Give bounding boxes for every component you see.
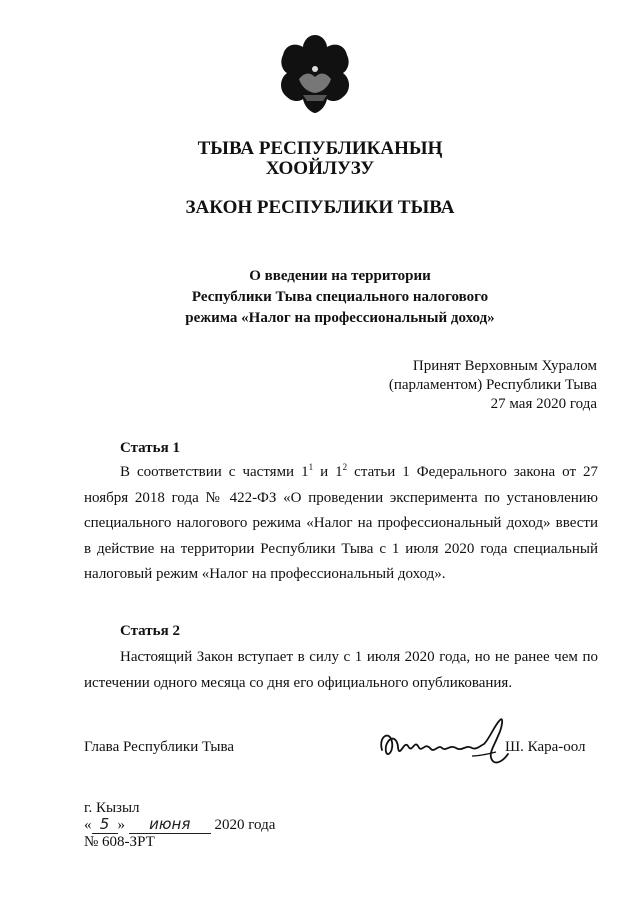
article1-text bbox=[84, 460, 598, 588]
law-subject-line1: О введении на территории bbox=[249, 268, 431, 284]
date-year: 2020 года bbox=[214, 817, 276, 833]
law-subject-line3: режима «Налог на профессиональный доход» bbox=[185, 310, 495, 326]
date-quote-close: » bbox=[117, 817, 125, 833]
article2-text bbox=[84, 645, 598, 696]
tuva-coat-of-arms-icon bbox=[277, 33, 353, 115]
article2-heading: Статья 2 bbox=[120, 623, 180, 639]
article1-text-b: и 1 bbox=[313, 464, 343, 480]
signatory-name: Ш. Кара-оол bbox=[505, 739, 586, 755]
date-month-handwritten: июня bbox=[129, 815, 211, 834]
law-subject bbox=[120, 266, 560, 329]
header-title-russian: ЗАКОН РЕСПУБЛИКИ ТЫВА bbox=[185, 197, 455, 218]
header-title-tuvan-line2: ХООЙЛУЗУ bbox=[265, 158, 375, 179]
date-quote-open: « bbox=[84, 817, 92, 833]
law-number: № 608-ЗРТ bbox=[84, 834, 155, 850]
signatory-position: Глава Республики Тыва bbox=[84, 739, 235, 755]
signing-date bbox=[84, 815, 275, 834]
adoption-note bbox=[389, 357, 597, 414]
handwritten-signature bbox=[376, 716, 511, 768]
adoption-note-line1: Принят Верховным Хуралом bbox=[412, 358, 597, 374]
adoption-note-date: 27 мая 2020 года bbox=[490, 396, 597, 412]
header-title-tuvan-line1: ТЫВА РЕСПУБЛИКАНЫҢ bbox=[197, 138, 443, 159]
adoption-note-line2: (парламентом) Республики Тыва bbox=[388, 377, 597, 393]
article1-text-a: В соответствии с частями 1 bbox=[120, 464, 309, 480]
article2-paragraph: Настоящий Закон вступает в силу с 1 июля 2020 года, но не ранее чем по истечении одного месяца со дня его официального опубликования. bbox=[84, 649, 598, 691]
law-subject-line2: Республики Тыва специального налогового bbox=[191, 289, 489, 305]
article1-sup-b: 2 bbox=[342, 462, 348, 472]
article1-heading: Статья 1 bbox=[120, 440, 180, 456]
article1-sup-a: 1 bbox=[308, 462, 314, 472]
date-day-handwritten: 5 bbox=[92, 815, 118, 834]
article1-paragraph bbox=[84, 460, 598, 588]
signing-city: г. Кызыл bbox=[84, 800, 140, 816]
article1-text-c: статьи 1 Федерального закона от 27 ноября 2018 года № 422-ФЗ «О проведении эксперимента по установлению специального налогового режима «Налог на профессиональный доход» ввести в действие на территории Республики Тыва с 1 июля 2020 года специальный налоговый режим «Налог на профессиональный доход». bbox=[84, 464, 599, 582]
